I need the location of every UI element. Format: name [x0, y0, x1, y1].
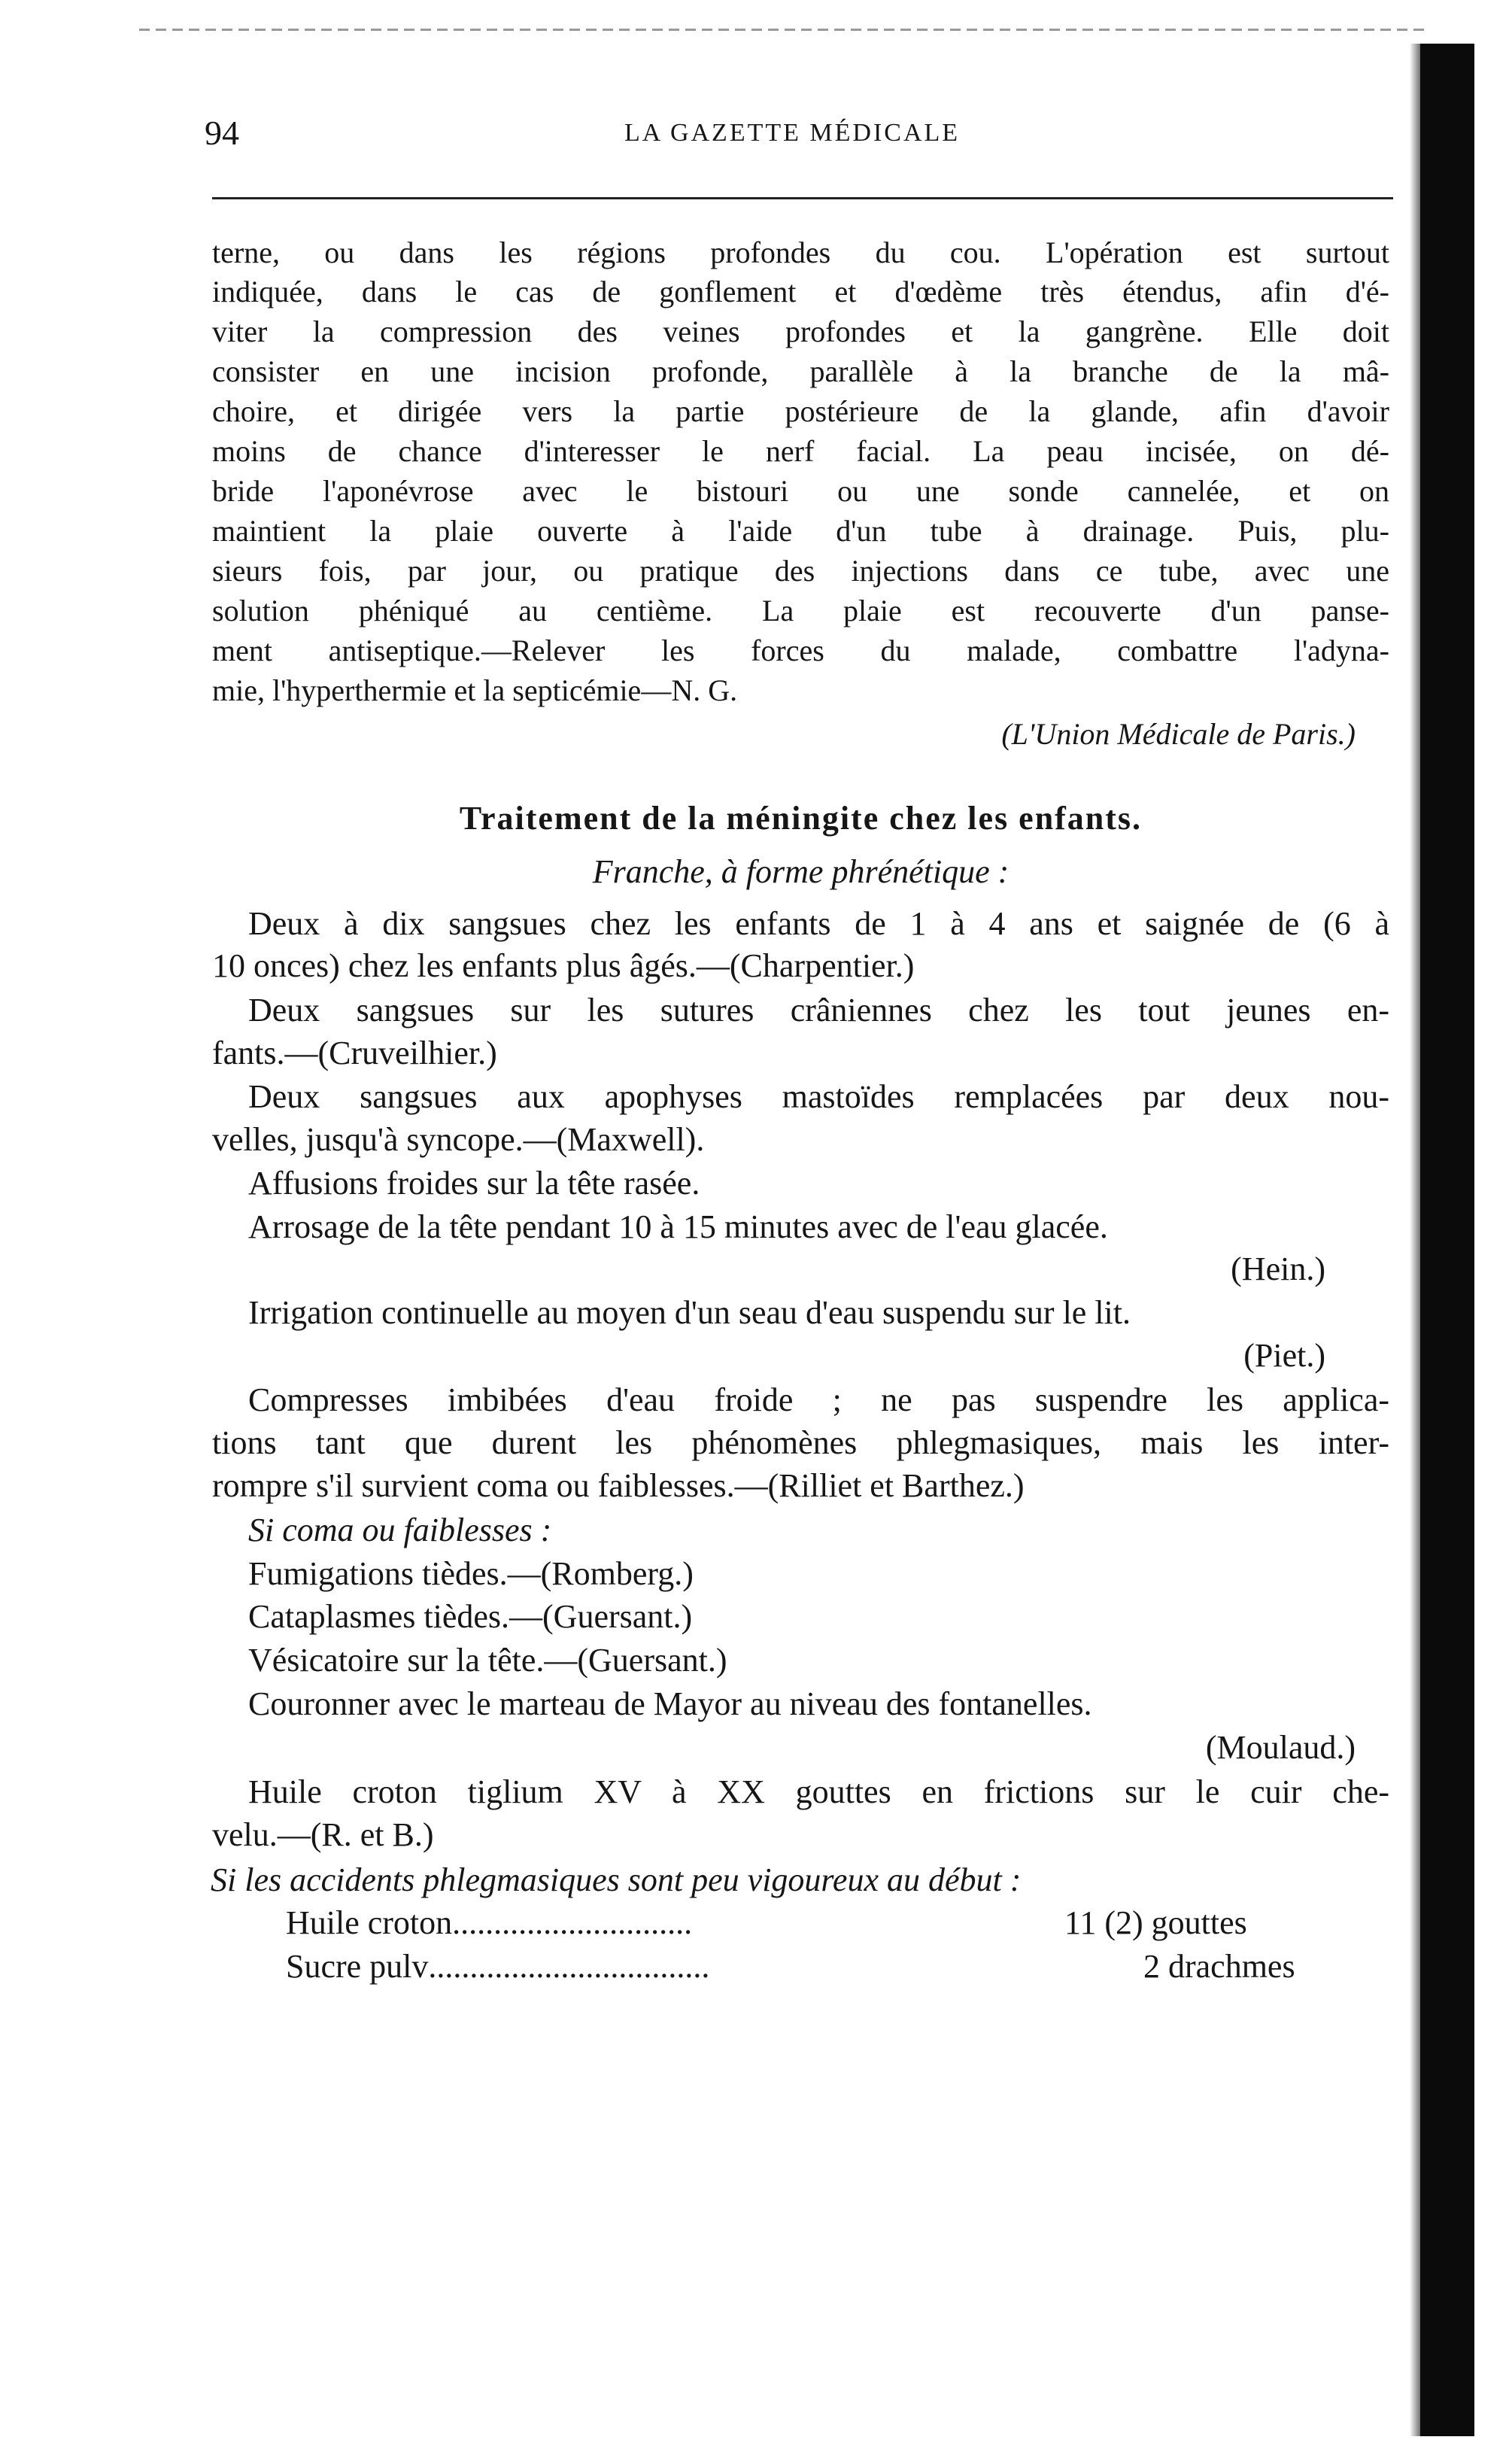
article1-line: solution phéniqué au centième. La plaie est recouverte d'un panse- — [212, 594, 1389, 627]
article2-line: velles, jusqu'à syncope.—(Maxwell). — [212, 1121, 705, 1158]
prescription-item — [286, 1904, 692, 1943]
article1-line: choire, et dirigée vers la partie postérieure de la glande, afin d'avoir — [212, 394, 1389, 428]
article2-line: rompre s'il survient coma ou faiblesses.—(Rilliet et Barthez.) — [212, 1467, 1025, 1504]
article2-line: (Moulaud.) — [1205, 1729, 1356, 1766]
article1-line: bride l'aponévrose avec le bistouri ou une sonde cannelée, et on — [212, 474, 1389, 508]
article2-line: Deux sangsues sur les sutures crâniennes chez les tout jeunes en- — [248, 992, 1389, 1029]
article1-line: terne, ou dans les régions profondes du cou. L'opération est surtout — [212, 235, 1389, 269]
prescription-amount: 11 (2) gouttes — [1064, 1904, 1247, 1941]
article2-line: Compresses imbibées d'eau froide ; ne pas suspendre les applica- — [248, 1381, 1389, 1418]
prescription-name: Sucre pulv — [286, 1948, 429, 1985]
prescription-amount: 2 drachmes — [1143, 1948, 1295, 1985]
article2-line: tions tant que durent les phénomènes phlegmasiques, mais les inter- — [212, 1424, 1389, 1461]
article1-line: moins de chance d'interesser le nerf facial. La peau incisée, on dé- — [212, 434, 1389, 468]
article2-title: Traitement de la méningite chez les enfants. — [459, 800, 1143, 837]
article2-line: (Hein.) — [1231, 1250, 1325, 1287]
scan-binding-shadow — [1420, 44, 1474, 2436]
article2-line: Couronner avec le marteau de Mayor au niveau des fontanelles. — [248, 1685, 1092, 1722]
article2-subtitle: Franche, à forme phrénétique : — [592, 853, 1010, 890]
article2-line: Si les accidents phlegmasiques sont peu vigoureux au début : — [211, 1861, 1022, 1898]
article1-line: indiquée, dans le cas de gonflement et d'œdème très étendus, afin d'é- — [212, 275, 1389, 308]
page-number: 94 — [205, 114, 239, 152]
article2-line: Arrosage de la tête pendant 10 à 15 minutes avec de l'eau glacée. — [248, 1208, 1108, 1245]
scan-edge-line — [139, 29, 1425, 31]
article2-line: fants.—(Cruveilhier.) — [212, 1035, 497, 1071]
article2-line: Fumigations tièdes.—(Romberg.) — [248, 1555, 694, 1592]
article1-line: mie, l'hyperthermie et la septicémie—N. G. — [212, 673, 738, 707]
article2-line: Irrigation continuelle au moyen d'un seau d'eau suspendu sur le lit. — [248, 1294, 1131, 1331]
article2-line: (Piet.) — [1243, 1337, 1325, 1374]
article2-line: 10 onces) chez les enfants plus âgés.—(Charpentier.) — [212, 947, 915, 984]
prescription-name: Huile croton — [286, 1904, 453, 1941]
article1-line: sieurs fois, par jour, ou pratique des injections dans ce tube, avec une — [212, 554, 1389, 588]
running-title: LA GAZETTE MÉDICALE — [624, 119, 961, 147]
article2-line: Vésicatoire sur la tête.—(Guersant.) — [248, 1642, 727, 1679]
article1-line: ment antiseptique.—Relever les forces du malade, combattre l'adyna- — [212, 634, 1389, 667]
article1-line: maintient la plaie ouverte à l'aide d'un tube à drainage. Puis, plu- — [212, 514, 1389, 548]
article2-line: Huile croton tiglium XV à XX gouttes en frictions sur le cuir che- — [248, 1773, 1389, 1810]
article2-line: Affusions froides sur la tête rasée. — [248, 1165, 700, 1202]
leader-dots: .................................. — [428, 1948, 710, 1985]
article2-line: Si coma ou faiblesses : — [248, 1512, 552, 1548]
article1-line: consister en une incision profonde, parallèle à la branche de la mâ- — [212, 354, 1389, 388]
article2-line: velu.—(R. et B.) — [212, 1816, 434, 1853]
article2-line: Deux à dix sangsues chez les enfants de 1 à 4 ans et saignée de (6 à — [248, 905, 1389, 942]
leader-dots: ............................. — [452, 1904, 693, 1941]
article2-line: Deux sangsues aux apophyses mastoïdes remplacées par deux nou- — [248, 1078, 1389, 1115]
header-rule — [212, 197, 1393, 199]
prescription-item — [286, 1947, 709, 1986]
article1-line: viter la compression des veines profondes et la gangrène. Elle doit — [212, 314, 1389, 348]
article1-source: (L'Union Médicale de Paris.) — [1001, 717, 1356, 751]
article2-line: Cataplasmes tièdes.—(Guersant.) — [248, 1598, 693, 1635]
